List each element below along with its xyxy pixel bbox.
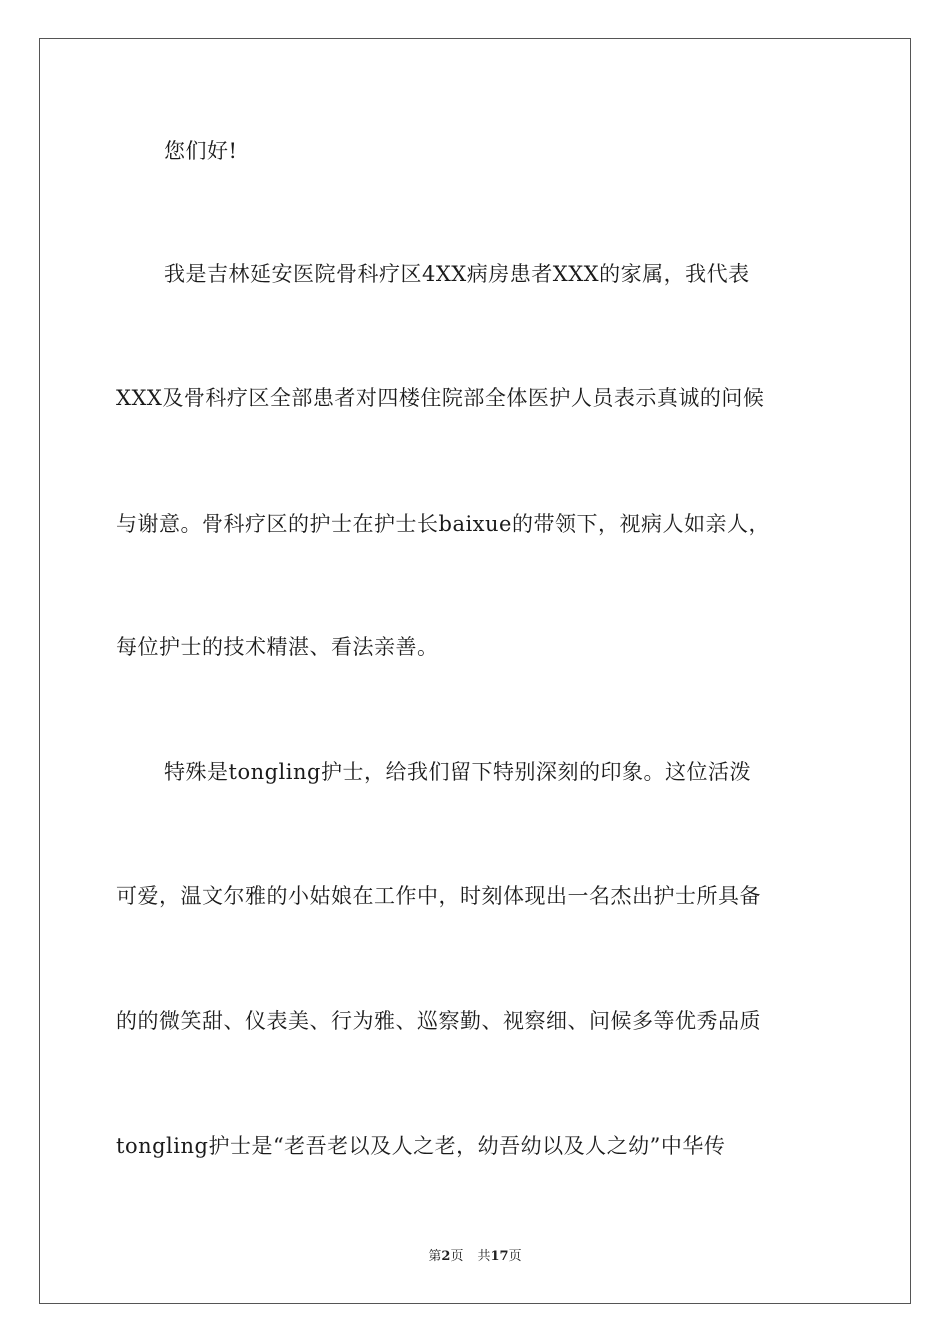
paragraph-2-line-4: tongling护士是“老吾老以及人之老，幼吾幼以及人之幼”中华传 (116, 1134, 726, 1158)
paragraph-2-line-1: 特殊是tongling护士，给我们留下特别深刻的印象。这位活泼 (164, 760, 751, 784)
paragraph-1-line-2: XXX及骨科疗区全部患者对四楼住院部全体医护人员表示真诚的问候 (116, 386, 765, 410)
paragraph-2-line-2: 可爱，温文尔雅的小姑娘在工作中，时刻体现出一名杰出护士所具备 (116, 884, 761, 908)
page-frame (39, 38, 911, 1304)
page-prefix: 第 (428, 1249, 442, 1264)
total-suffix: 页 (508, 1249, 522, 1264)
paragraph-1-line-4: 每位护士的技术精湛、看法亲善。 (116, 635, 439, 659)
total-pages: 17 (490, 1249, 509, 1264)
greeting-line: 您们好! (164, 139, 238, 163)
paragraph-1-line-3: 与谢意。骨科疗区的护士在护士长baixue的带领下，视病人如亲人， (116, 512, 770, 536)
total-prefix: 共 (477, 1249, 491, 1264)
page-suffix: 页 (450, 1249, 464, 1264)
paragraph-2-line-3: 的的微笑甜、仪表美、行为雅、巡察勤、视察细、问候多等优秀品质 (116, 1009, 761, 1033)
page-number: 2 (441, 1249, 451, 1264)
paragraph-1-line-1: 我是吉林延安医院骨科疗区4XX病房患者XXX的家属，我代表 (164, 262, 750, 286)
page-footer (0, 1248, 950, 1266)
